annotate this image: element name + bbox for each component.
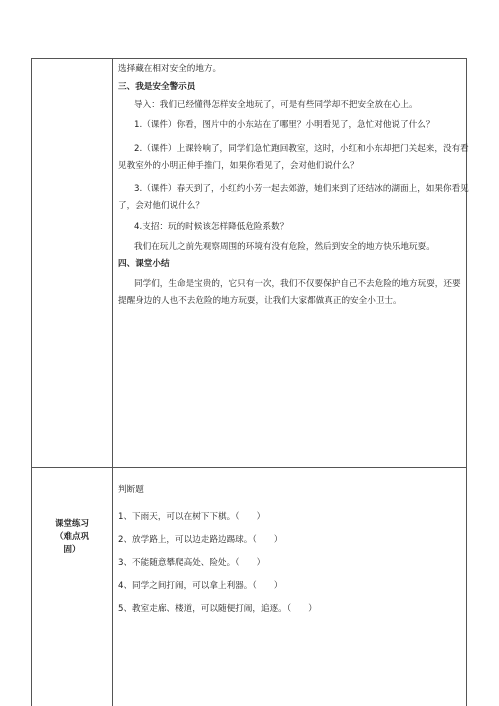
summary-line2: 提醒身边的人也不去危险的地方玩耍，让我们大家都做真正的安全小卫士。 bbox=[118, 296, 402, 306]
question-2-line1: 2.（课件）上课铃响了，同学们急忙跑回教室，这时，小红和小东却把门关起来，没有看 bbox=[134, 144, 469, 154]
continuation-text: 选择藏在相对安全的地方。 bbox=[118, 64, 222, 74]
practice-label-line3: 固） bbox=[63, 545, 81, 555]
summary-line1: 同学们，生命是宝贵的，它只有一次，我们不仅要保护自己不去危险的地方玩耍，还要 bbox=[134, 279, 461, 289]
practice-item-3: 3、不能随意攀爬高处、险处。（ ） bbox=[118, 558, 266, 568]
question-3-line1: 3.（课件）春天到了，小红约小芳一起去郊游，她们来到了还结冰的湖面上，如果你看见 bbox=[134, 184, 469, 194]
lesson-table bbox=[31, 58, 467, 706]
column-divider bbox=[112, 59, 113, 706]
intro-text: 导入：我们已经懂得怎样安全地玩了，可是有些同学却不把安全放在心上。 bbox=[134, 100, 418, 110]
section4-heading: 四、课堂小结 bbox=[118, 259, 170, 269]
advice-text: 我们在玩儿之前先观察周围的环境有没有危险，然后到安全的地方快乐地玩耍。 bbox=[134, 242, 435, 252]
section3-heading: 三、我是安全警示员 bbox=[118, 82, 196, 92]
question-2-line2: 见教室外的小明正伸手推门，如果你看见了，会对他们说什么？ bbox=[118, 161, 359, 171]
row-divider bbox=[32, 467, 466, 468]
practice-label bbox=[32, 518, 112, 557]
practice-item-4: 4、同学之间打闹，可以拿上利器。（ ） bbox=[118, 581, 283, 591]
practice-item-5: 5、教室走廊、楼道，可以随便打闹，追逐。（ ） bbox=[118, 604, 317, 614]
practice-label-line2: （难点巩 bbox=[54, 532, 89, 542]
practice-item-1: 1、下雨天，可以在树下下棋。（ ） bbox=[118, 512, 266, 522]
question-3-line2: 了，会对他们说什么？ bbox=[118, 201, 204, 211]
practice-title: 判断题 bbox=[118, 485, 144, 495]
question-1: 1.（课件）你看，图片中的小东站在了哪里？小明看见了，急忙对他说了什么？ bbox=[134, 120, 435, 130]
practice-item-2: 2、放学路上，可以边走路边踢球。（ ） bbox=[118, 535, 283, 545]
practice-label-line1: 课堂练习 bbox=[54, 519, 89, 529]
question-4: 4.支招：玩的时候该怎样降低危险系数？ bbox=[134, 222, 289, 232]
